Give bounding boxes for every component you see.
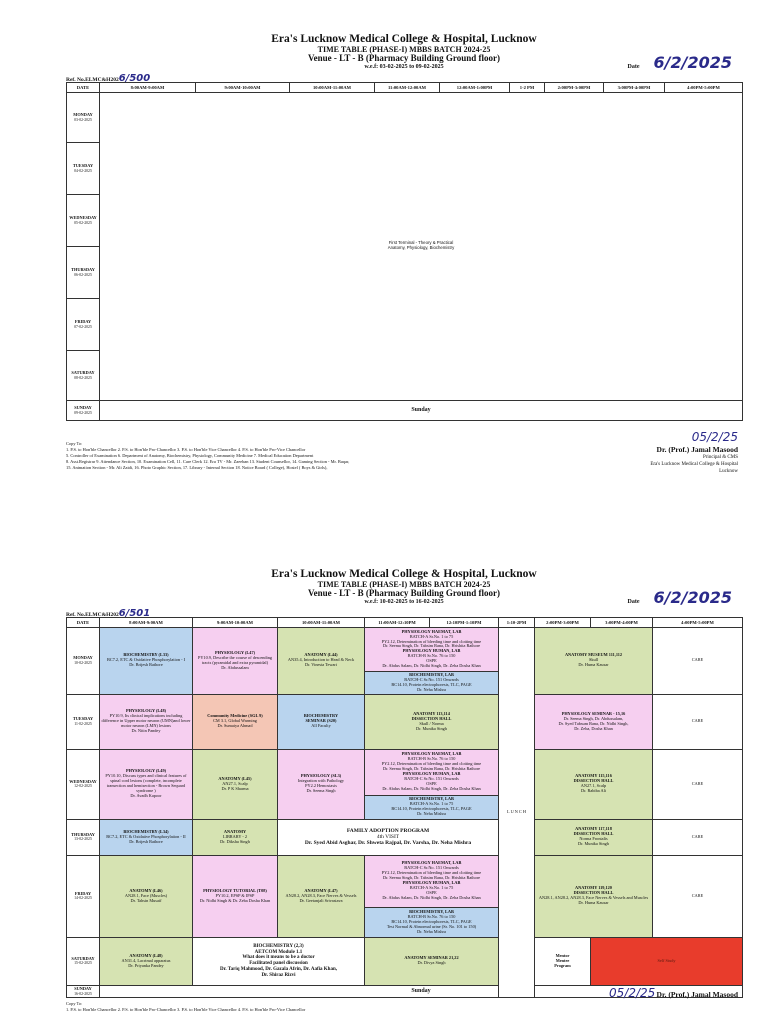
class-topic: What does it means to be a doctor xyxy=(242,955,315,961)
wef-range: w.e.f: 03-02-2025 to 09-02-2025 xyxy=(364,64,444,71)
class-topic: CM 3.1, Global Warming xyxy=(213,718,257,724)
day-name: SATURDAY xyxy=(71,369,95,375)
day-date: 12-02-2025 xyxy=(74,784,92,789)
class-faculty: Dr. P K Sharma xyxy=(221,785,249,791)
day-date: 04-02-2025 xyxy=(74,168,92,173)
col-header: 10:00AM-11:00AM xyxy=(278,617,365,627)
care-cell: CARE xyxy=(653,749,743,819)
class-topic: PY10.2, EPSP & IPSP xyxy=(215,892,255,898)
lab-topic: Test Normal & Abnormal urine (Sr. No. 101 to 150) xyxy=(386,923,477,929)
signature-block xyxy=(609,985,738,1001)
biochem-lab-cell xyxy=(365,671,499,694)
lab-topic: OSPE xyxy=(426,890,437,896)
class-title: PHYSIOLOGY (L48) xyxy=(125,708,167,714)
col-header: 9:00AM-10:00AM xyxy=(196,82,290,92)
class-topic: PY10.9, Its clinical implications including difference in Upper motor neuron (UMN)and lower motor neuron (LMN) lesions xyxy=(101,713,191,729)
lab-title: BIOCHEMISTRY, LAB xyxy=(409,671,454,677)
day-cell xyxy=(67,749,100,819)
timetable-title: TIME TABLE (PHASE-I) MBBS BATCH 2024-25 xyxy=(317,579,491,589)
table-row xyxy=(67,694,743,749)
lab-batch: BATCH-C Sr.No. 151 Onwards xyxy=(404,676,459,682)
class-topic: AN28.1, Face (Muscles) xyxy=(124,892,168,898)
day-date: 10-02-2025 xyxy=(74,661,92,666)
date-field xyxy=(628,588,732,607)
day-cell xyxy=(67,350,100,400)
class-faculty: Dr. Brijesh Rathore xyxy=(129,662,163,668)
mentor-line: Program xyxy=(554,962,571,968)
lab-topic: OSPE xyxy=(426,658,437,664)
class-title: ANATOMY 115,116 xyxy=(575,773,612,779)
class-faculty: Dr. Brijesh Rathore xyxy=(129,838,163,844)
class-topic: PY10.10, Discuss types and clinical features of spinal cord lesions (complete, incomplete transection and hemisection - Brown Sequard syndrome ) xyxy=(105,773,187,794)
class-cell xyxy=(278,694,365,749)
lab-title: PHYSIOLOGY HAEMAT, LAB xyxy=(401,860,462,866)
class-faculty: Dr. Munika Singh xyxy=(578,841,609,847)
day-name: THURSDAY xyxy=(71,831,95,837)
class-venue: DISSECTION HALL xyxy=(411,715,452,721)
col-header: 8:00AM-9:00AM xyxy=(100,82,196,92)
day-cell xyxy=(67,855,100,937)
class-cell xyxy=(193,749,278,819)
day-cell xyxy=(67,694,100,749)
class-title: ANATOMY (L45) xyxy=(218,775,252,781)
class-cell xyxy=(535,694,653,749)
class-faculty: Dr. Nitin Pandey xyxy=(131,728,161,734)
class-topic: PY2.2 Hemostasis xyxy=(305,783,337,789)
lab-faculty: Dr. Abdus Salam, Dr. Nidhi Singh, Dr. Zeba Dosha Khan xyxy=(382,663,481,669)
class-title: PHYSIOLOGY (L47) xyxy=(214,649,256,655)
class-cell xyxy=(278,855,365,937)
date-field xyxy=(628,53,732,72)
day-cell xyxy=(67,819,100,855)
lab-title: PHYSIOLOGY HAEMAT, LAB xyxy=(401,751,462,757)
day-cell xyxy=(67,142,100,194)
biochem-lab-cell xyxy=(365,907,499,937)
col-header: 11:00AM-12:10PM xyxy=(365,617,430,627)
col-header: 3:00PM-4:00PM xyxy=(591,617,653,627)
first-terminal-cell xyxy=(100,92,743,400)
class-faculty: Dr. Seema Singh, Dr. Abdussalam, xyxy=(563,715,624,721)
copy-line: 5. Controller of Examination 6. Department of Anatomy, Biochemistry, Physiology, Community Medicine 7. Medical Education Department xyxy=(66,452,314,458)
class-topic: BC7.2, ETC & Oxidative Phosphorylation - I xyxy=(106,657,186,663)
class-topic: PY10.9, Describe the course of descending tracts (pyramidal and extra pyramidal) xyxy=(197,654,273,665)
signatory-name: Dr. (Prof.) Jamal Masood xyxy=(656,989,738,999)
timetable-page-2 xyxy=(66,568,742,1024)
class-title: PHYSIOLOGY (SL3) xyxy=(300,773,342,779)
class-topic: Skull / Norma xyxy=(419,720,444,726)
class-venue: LIBRARY - 2 xyxy=(222,833,248,839)
lab-topic: BC14.10, Protein electrophoresis, TLC, PAGE xyxy=(391,806,472,812)
lab-title: PHYSIOLOGY HUMAN, LAB xyxy=(402,880,461,886)
class-cell xyxy=(193,694,278,749)
date-label: Date xyxy=(627,63,640,70)
class-cell xyxy=(535,855,653,937)
class-topic: AN35.4, Introduction to Head & Neck xyxy=(287,657,355,663)
table-row xyxy=(67,400,743,420)
day-cell xyxy=(67,400,100,420)
lab-title: PHYSIOLOGY HUMAN, LAB xyxy=(402,648,461,654)
table-row xyxy=(67,749,743,795)
copy-line: 15. Animation Section - Mr. Ali Zaidi, 16. Photo Graphic Section, 17. Library - Internal Section 18. Notice Board ( College), Hostel ( Boys & Girls), xyxy=(66,464,328,470)
timetable-grid-2 xyxy=(66,617,743,998)
lab-title: BIOCHEMISTRY, LAB xyxy=(409,908,454,914)
signatory-designation: Principal & CMS xyxy=(702,455,738,461)
signatory-name: Dr. (Prof.) Jamal Masood xyxy=(656,445,738,455)
class-title: PHYSIOLOGY (L49) xyxy=(125,768,167,774)
day-cell xyxy=(67,985,100,997)
class-title: ANATOMY (L46) xyxy=(129,887,163,893)
day-name: FRIDAY xyxy=(74,318,92,324)
class-topic: Norma Frontalis xyxy=(579,836,608,842)
biochem-lab-cell xyxy=(365,795,499,819)
lab-batch: BATCH-C Sr.No. 151 Onwards xyxy=(404,865,459,871)
day-date: 11-02-2025 xyxy=(74,721,92,726)
day-name: TUESDAY xyxy=(72,716,94,722)
terminal-line-2: Anatomy, Physiology, Biochemistry xyxy=(387,245,455,251)
col-header: 4:00PM-5:00PM xyxy=(653,617,743,627)
lab-faculty: Dr. Abdus Salam, Dr. Nidhi Singh, Dr. Zeba Dosha Khan xyxy=(382,894,481,900)
class-topic: AN28.2, AN28.3, Face Nerves & Vessels xyxy=(285,892,357,898)
mentor-line: Mentee xyxy=(555,957,570,963)
lab-faculty: Dr. Neha Mishra xyxy=(417,928,446,934)
day-date: 09-02-2025 xyxy=(74,410,92,415)
col-header: DATE xyxy=(67,617,100,627)
signatory-institution: Era's Lucknow Medical College & Hospital xyxy=(650,461,738,467)
timetable-page-1 xyxy=(66,33,742,511)
date-label: Date xyxy=(627,598,640,605)
class-cell xyxy=(365,694,499,749)
lab-batch: BATCH-B Sr.No. 76 to 150 xyxy=(407,653,456,659)
lab-batch: BATCH-B Sr.No. 76 to 150 xyxy=(407,913,456,919)
class-cell xyxy=(100,937,193,985)
class-faculty: Dr. Tariq Mahmood, Dr. Gazala Afrin, Dr. Aafia Khan, xyxy=(220,966,337,972)
lab-topic: PY2.12, Determination of bleeding time and clotting time xyxy=(381,870,482,876)
class-faculty: Dr. Abdussalam xyxy=(221,664,249,670)
class-module: AETCOM Module 1.1 xyxy=(254,949,303,955)
self-study-cell: Self Study xyxy=(591,937,743,985)
class-cell xyxy=(193,627,278,694)
lab-topic: PY2.12, Determination of bleeding time and clotting time xyxy=(381,761,482,767)
table-row xyxy=(67,92,743,142)
copy-to-heading: Copy To: xyxy=(66,1000,83,1006)
class-cell xyxy=(100,855,193,937)
table-row xyxy=(67,627,743,671)
col-header: 1-2 PM xyxy=(510,82,545,92)
day-name: THURSDAY xyxy=(71,266,95,272)
day-cell xyxy=(67,627,100,694)
mentor-program-cell xyxy=(535,937,591,985)
day-name: WEDNESDAY xyxy=(69,214,97,220)
class-cell xyxy=(365,937,499,985)
venue: Venue - LT - B (Pharmacy Building Ground floor) xyxy=(307,53,501,64)
wef-range: w.e.f: 10-02-2025 to 16-02-2025 xyxy=(364,599,444,606)
class-cell xyxy=(278,627,365,694)
class-title: ANATOMY (L48) xyxy=(129,952,163,958)
class-title: ANATOMY xyxy=(223,828,247,834)
ref-handwritten: 6/500 xyxy=(118,72,151,84)
day-cell xyxy=(67,298,100,350)
copy-line: 8. Asst.Registrar 9. Attendance Section, 10. Examination Cell, 11. Care Clerk 12. Era TV - Mr. Zaeeban 13. Student Counsellor, 14. Gaming Section - Mr. Baqar, xyxy=(66,458,350,464)
day-cell xyxy=(67,937,100,985)
date-handwritten: 6/2/2025 xyxy=(653,52,732,72)
class-topic: SEMINAR (S20) xyxy=(305,718,337,724)
table-row xyxy=(67,855,743,907)
day-date: 15-02-2025 xyxy=(74,961,92,966)
class-faculty: Dr. Rabiba Ali xyxy=(581,788,606,794)
class-faculty: Dr. Avadh Kapoor xyxy=(130,793,162,799)
ref-prefix: Ref. No.ELMC&H202 xyxy=(66,76,119,83)
class-topic: AN28.1, AN28.2, AN28.3, Face Nerves & Vessels and Muscles xyxy=(538,895,649,901)
date-handwritten: 6/2/2025 xyxy=(653,587,732,607)
class-topic: Skull xyxy=(588,657,599,663)
table-row xyxy=(67,937,743,985)
class-faculty: Dr. Syed Tabsum Rana, Dr. Nidhi Singh, xyxy=(558,720,629,726)
lab-topic: PY2.12, Determination of bleeding time and clotting time xyxy=(381,638,482,644)
lab-topic: BC14.10, Protein electrophoresis, TLC, PAGE xyxy=(391,918,472,924)
lab-faculty: Dr. Seema Singh, Dr. Tabsim Rana, Dr. Hrishita Rathore xyxy=(382,875,481,881)
lab-title: BIOCHEMISTRY, LAB xyxy=(409,796,454,802)
class-title: FAMILY ADOPTION PROGRAM xyxy=(346,827,430,834)
col-header: 1:10-2PM xyxy=(499,617,535,627)
class-faculty: Dr. Divya Singh xyxy=(417,960,446,966)
day-cell xyxy=(67,92,100,142)
class-cell xyxy=(278,749,365,819)
care-cell: CARE xyxy=(653,819,743,855)
class-faculty: Dr. Munika Singh xyxy=(416,725,447,731)
col-header: 12:10PM-1:10PM xyxy=(430,617,499,627)
class-faculty: Dr. Diksha Singh xyxy=(220,838,250,844)
class-title: BIOCHEMISTRY xyxy=(303,713,339,719)
col-header: 3:00PM-4:00PM xyxy=(604,82,665,92)
class-title: BIOCHEMISTRY (L33) xyxy=(123,652,169,658)
class-cell xyxy=(535,627,653,694)
class-faculty: Dr. Priyanka Pandey xyxy=(128,962,164,968)
physiology-lab-cell xyxy=(365,749,499,795)
class-title: ANATOMY (L44) xyxy=(304,652,338,658)
class-title: ANATOMY 119,120 xyxy=(575,885,612,891)
day-date: 16-02-2025 xyxy=(74,991,92,996)
day-date: 08-02-2025 xyxy=(74,375,92,380)
physiology-lab-cell xyxy=(365,855,499,907)
class-cell xyxy=(100,819,193,855)
day-name: TUESDAY xyxy=(72,162,94,168)
lab-title: PHYSIOLOGY HAEMAT, LAB xyxy=(401,628,462,634)
col-header: DATE xyxy=(67,82,100,92)
col-header: 4:00PM-5:00PM xyxy=(665,82,743,92)
lunch-cell: L U N C H xyxy=(499,627,535,997)
copy-to-heading: Copy To: xyxy=(66,440,83,446)
col-header: 12:00AM-1:00PM xyxy=(440,82,510,92)
day-date: 13-02-2025 xyxy=(74,837,92,842)
mentor-line: Mentor xyxy=(555,952,570,958)
timetable-grid-1 xyxy=(66,82,743,421)
day-date: 06-02-2025 xyxy=(74,272,92,277)
class-title: Community Medicine (SGL 9) xyxy=(207,713,263,719)
class-title: PHYSIOLOGY SEMINAR - 15,16 xyxy=(561,710,626,716)
copy-to-section xyxy=(66,429,742,474)
col-header: 2:00PM-3:00PM xyxy=(535,617,591,627)
day-date: 14-02-2025 xyxy=(74,896,92,901)
care-cell: CARE xyxy=(653,627,743,694)
lab-topic: OSPE xyxy=(426,781,437,787)
signature-handwritten: 05/2/25 xyxy=(691,429,738,444)
class-faculty: Dr. Syed Abid Asghar, Dr. Shweta Rajpal, Dr. Varsha, Dr. Neha Mishra xyxy=(304,840,472,847)
ref-prefix: Ref. No.ELMC&H202 xyxy=(66,611,119,618)
day-name: MONDAY xyxy=(73,655,93,661)
ref-number xyxy=(66,608,150,619)
timetable-title: TIME TABLE (PHASE-I) MBBS BATCH 2024-25 xyxy=(317,44,491,54)
day-cell xyxy=(67,246,100,298)
class-title: ANATOMY SEMINAR 21,22 xyxy=(404,955,459,961)
day-name: SUNDAY xyxy=(74,404,92,410)
sunday-cell: Sunday xyxy=(100,400,743,420)
class-faculty: Dr. Shiraz Rizvi xyxy=(261,972,296,978)
aetcom-cell xyxy=(193,937,365,985)
day-date: 03-02-2025 xyxy=(74,117,92,122)
lab-batch: BATCH-A Sr.No. 1 to 75 xyxy=(409,885,454,891)
class-title: ANATOMY 113,114 xyxy=(413,710,450,716)
class-faculty: Dr. Seema Singh xyxy=(306,788,336,794)
day-date: 07-02-2025 xyxy=(74,324,92,329)
lab-batch: BATCH-B Sr.No. 76 to 150 xyxy=(407,756,456,762)
class-topic: AN27.1, Scalp xyxy=(222,780,248,786)
lab-faculty: Dr. Abdus Salam, Dr. Nidhi Singh, Dr. Zeba Dosha Khan xyxy=(382,785,481,791)
class-title: PHYSIOLOGY TUTORIAL (T08) xyxy=(203,887,267,893)
lab-faculty: Dr. Neha Mishra xyxy=(417,686,446,692)
college-title: Era's Lucknow Medical College & Hospital, Lucknow xyxy=(271,568,537,580)
physiology-lab-cell xyxy=(365,627,499,671)
signature-handwritten: 05/2/25 xyxy=(609,985,656,1000)
col-header: 8:00AM-9:00AM xyxy=(100,617,193,627)
college-title: Era's Lucknow Medical College & Hospital, Lucknow xyxy=(271,33,537,45)
lab-batch: BATCH-A Sr.No. 1 to 75 xyxy=(409,801,454,807)
class-faculty: Dr. Huma Kausar xyxy=(578,662,609,668)
class-faculty: Dr. Zeba, Dosha Khan xyxy=(574,725,613,731)
day-cell xyxy=(67,194,100,246)
day-name: SATURDAY xyxy=(71,955,95,961)
day-name: SUNDAY xyxy=(74,985,92,991)
class-cell xyxy=(535,749,653,819)
lab-faculty: Dr. Neha Mishra xyxy=(417,811,446,817)
class-faculty: Dr. Sumaiya Ahmad xyxy=(217,723,253,729)
copy-line: 1. P.S. to Hon'ble Chancellor 2. P.S. to Hon'ble Pro-Chancellor 3. P.S. to Hon'ble Vice Chancellor 4. P.S. to Hon'ble Pro-Vice Chancellor xyxy=(66,446,306,452)
lab-topic: BC14.10, Protein electrophoresis, TLC, PAGE xyxy=(391,681,472,687)
ref-handwritten: 6/501 xyxy=(118,607,151,619)
day-name: FRIDAY xyxy=(74,890,92,896)
sunday-cell: Sunday xyxy=(100,985,743,997)
signature-block xyxy=(650,429,738,476)
header-row xyxy=(67,82,743,92)
care-cell: CARE xyxy=(653,694,743,749)
class-cell xyxy=(100,627,193,694)
class-topic: AN31.4, Lacrimal apparatus xyxy=(121,957,171,963)
class-title: ANATOMY MUSEUM 111,112 xyxy=(564,652,623,658)
family-adoption-cell xyxy=(278,819,499,855)
lab-title: PHYSIOLOGY HUMAN, LAB xyxy=(402,771,461,777)
terminal-line-1: First Terminal - Theory & Practical xyxy=(388,240,454,246)
class-title: ANATOMY 117,118 xyxy=(575,826,612,832)
class-title: BIOCHEMISTRY (L34) xyxy=(123,828,169,834)
class-faculty: Dr. Vinesta Tewari xyxy=(304,662,338,668)
class-title: ANATOMY (L47) xyxy=(304,887,338,893)
lab-faculty: Dr. Seema Singh, Dr. Tabsim Rana, Dr. Hrishita Rathore xyxy=(382,766,481,772)
class-method: Facilitated panel discussion xyxy=(249,961,308,967)
venue: Venue - LT - B (Pharmacy Building Ground floor) xyxy=(307,588,501,599)
care-cell: CARE xyxy=(653,855,743,937)
copy-line: 1. P.S. to Hon'ble Chancellor 2. P.S. to Hon'ble Pro-Chancellor 3. P.S. to Hon'ble Vice Chancellor 4. P.S. to Hon'ble Pro-Vice Chancellor xyxy=(66,1006,306,1012)
col-header: 10:00AM-11:00AM xyxy=(290,82,375,92)
class-faculty: All Faculty xyxy=(311,723,331,729)
header-row xyxy=(67,617,743,627)
class-faculty: Dr. Huma Kausar xyxy=(578,900,609,906)
class-cell xyxy=(193,819,278,855)
ref-number xyxy=(66,73,150,84)
col-header: 11:00AM-12:00AM xyxy=(375,82,440,92)
class-cell xyxy=(535,819,653,855)
lab-faculty: Dr. Seema Singh, Dr. Tabsim Rana, Dr. Hrishita Rathore xyxy=(382,643,481,649)
class-cell xyxy=(100,694,193,749)
day-name: MONDAY xyxy=(73,111,93,117)
class-cell xyxy=(193,855,278,937)
class-cell xyxy=(100,749,193,819)
class-topic: AN27.1, Scalp xyxy=(580,783,607,789)
class-faculty: Dr. Tahsin Musaif xyxy=(130,897,162,903)
class-venue: DISSECTION HALL xyxy=(573,831,614,837)
col-header: 2:00PM-3:00PM xyxy=(545,82,604,92)
class-visit: 4th VISIT xyxy=(376,834,400,841)
lab-batch: BATCH-C Sr.No. 151 Onwards xyxy=(404,776,459,782)
day-date: 05-02-2025 xyxy=(74,220,92,225)
table-row xyxy=(67,819,743,855)
class-title: BIOCHEMISTRY (2,3) xyxy=(253,943,304,949)
class-venue: DISSECTION HALL xyxy=(573,890,614,896)
lab-batch: BATCH-A Sr.No. 1 to 75 xyxy=(409,633,454,639)
class-faculty: Dr. Nidhi Singh & Dr. Zeba Dosha Khan xyxy=(199,897,271,903)
signatory-city: Lucknow xyxy=(719,468,738,474)
class-faculty: Dr. Geetanjali Srivastava xyxy=(299,897,343,903)
class-topic: BC7.2, ETC & Oxidative Phosphorylation - II xyxy=(106,833,186,839)
class-venue: DISSECTION HALL xyxy=(573,778,614,784)
class-topic: Integration with Pathology xyxy=(297,778,345,784)
day-name: WEDNESDAY xyxy=(69,778,97,784)
col-header: 9:00AM-10:00AM xyxy=(193,617,278,627)
